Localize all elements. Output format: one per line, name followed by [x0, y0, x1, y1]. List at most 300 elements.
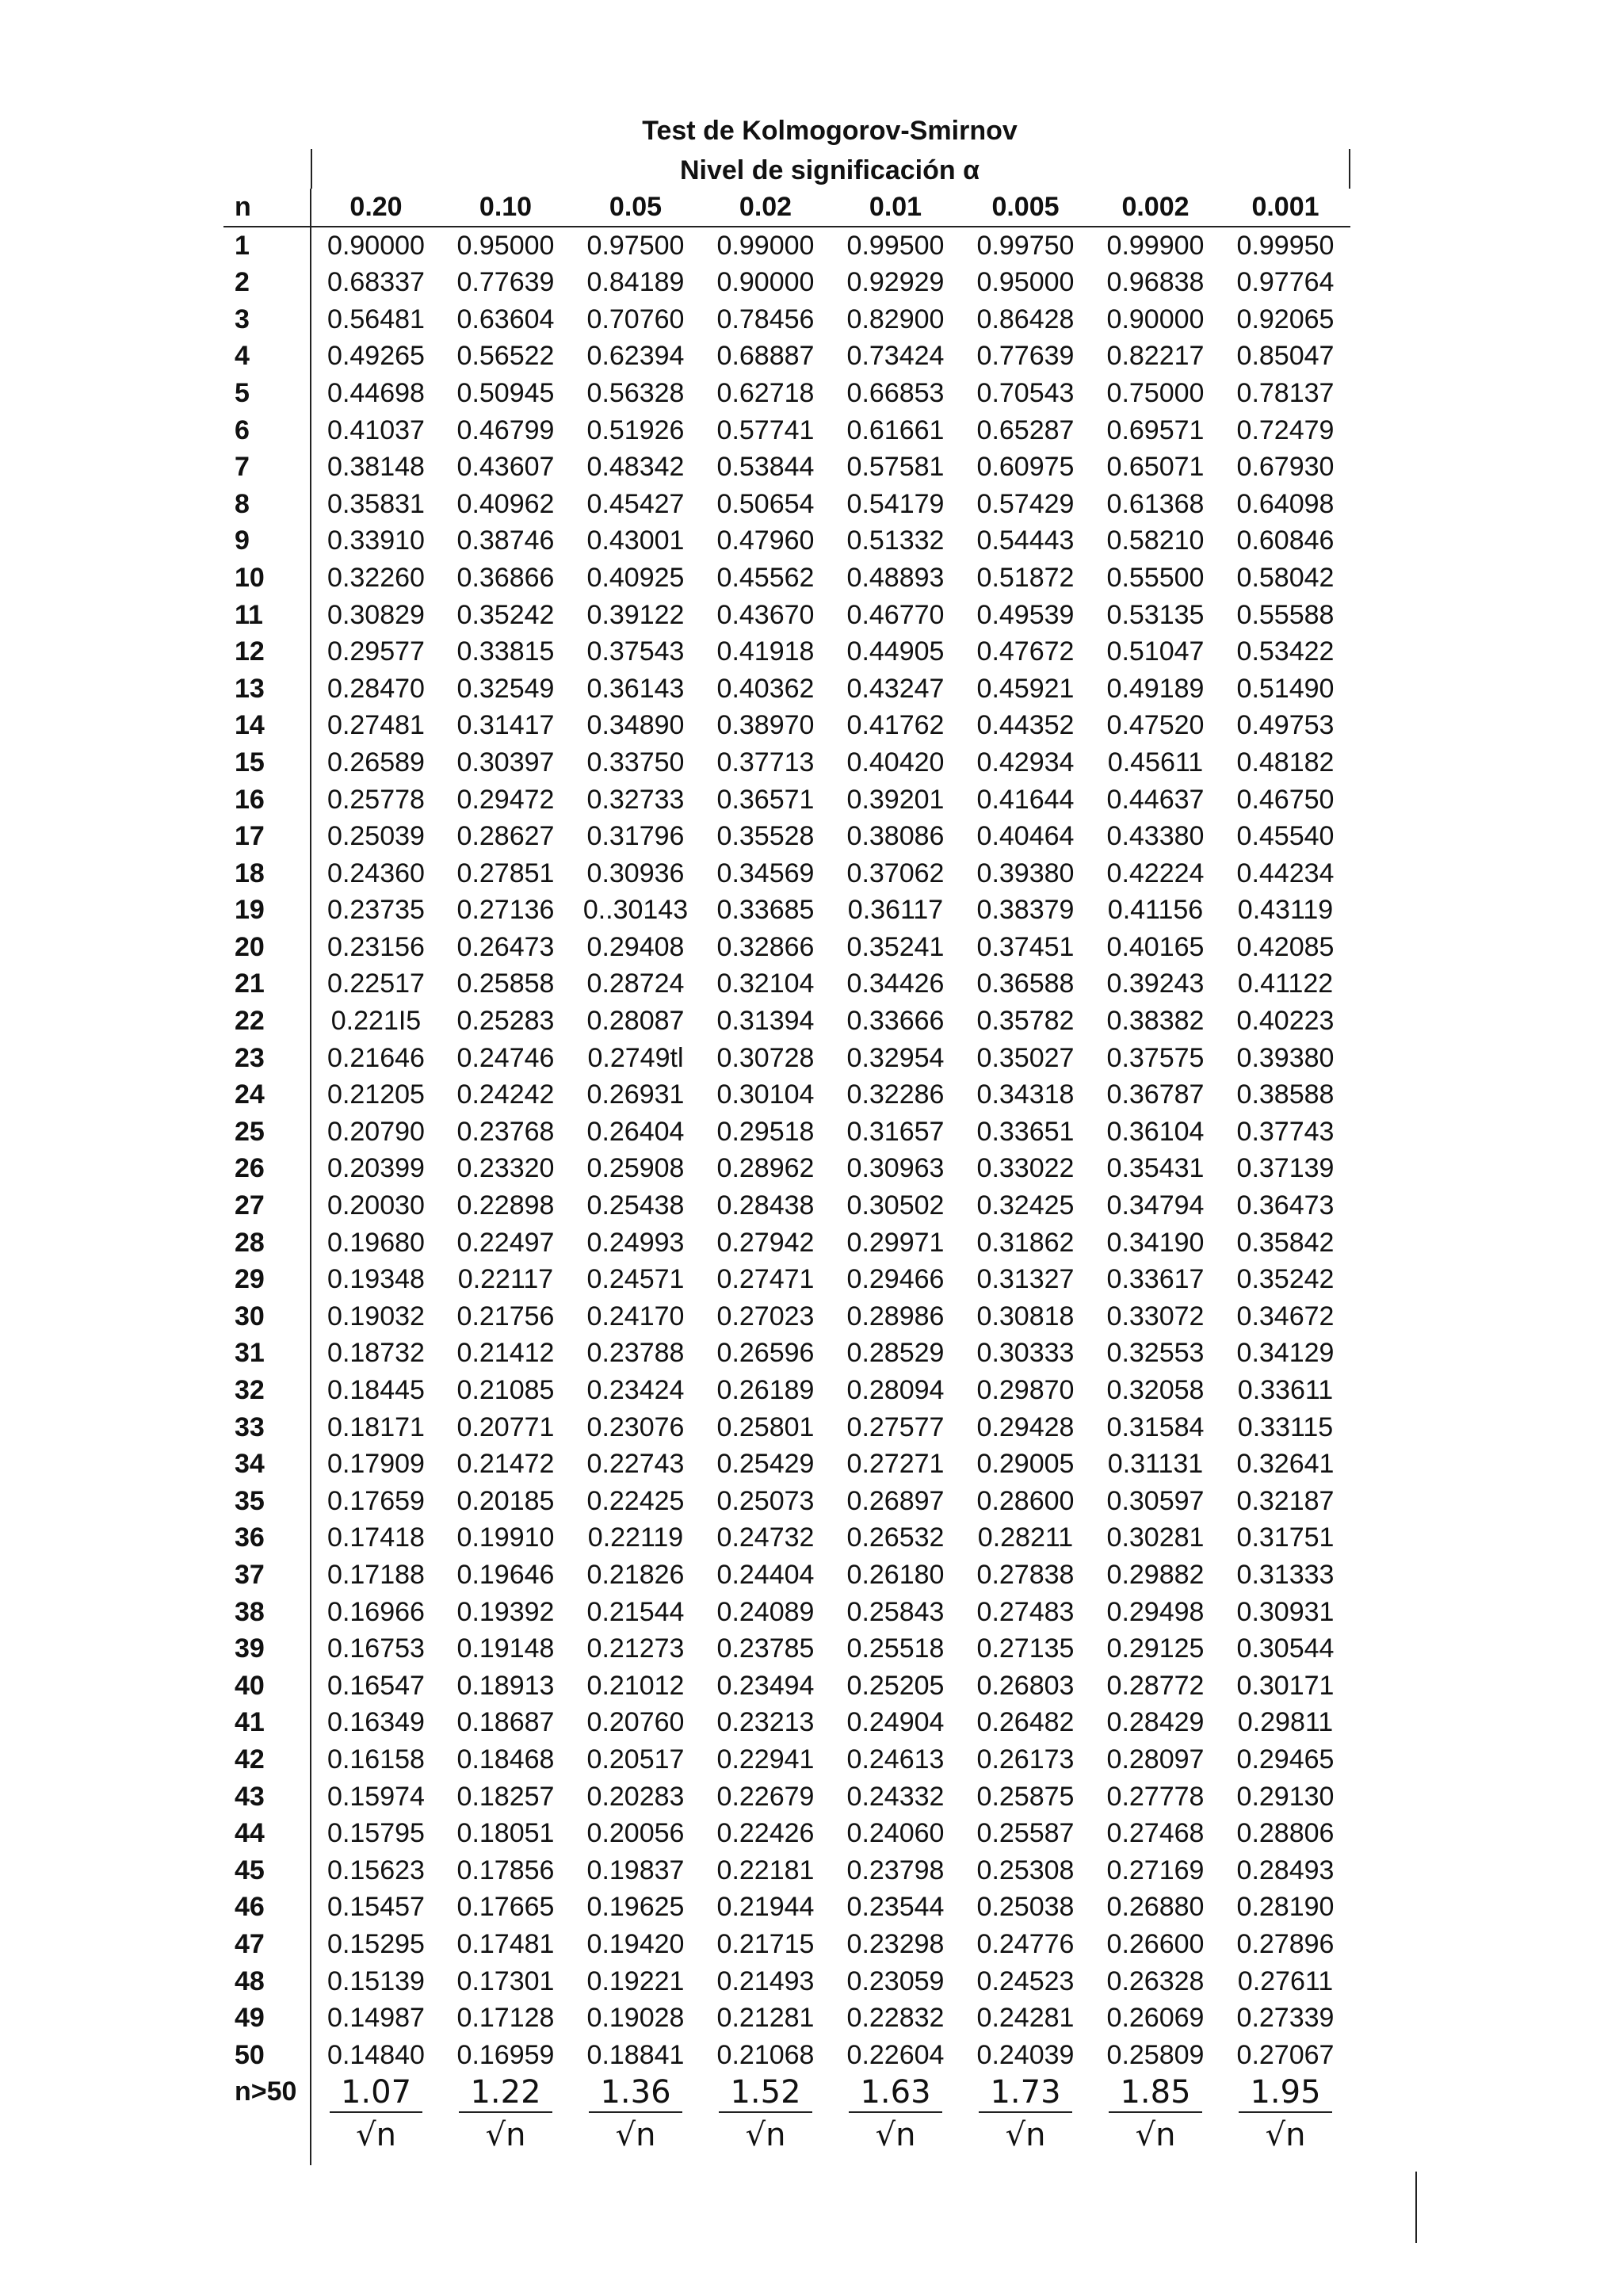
critical-value-cell: 0.92065: [1236, 304, 1335, 334]
critical-value-cell: 0.47672: [976, 636, 1075, 667]
critical-value-cell: 0.32954: [846, 1042, 945, 1073]
table-row: [223, 412, 1350, 449]
critical-value-cell: 0.25858: [456, 968, 555, 999]
critical-value-cell: 0.49189: [1106, 673, 1205, 704]
critical-value-cell: 0.26532: [846, 1522, 945, 1553]
critical-value-cell: 0.18257: [456, 1781, 555, 1812]
row-n-label: 43: [235, 1781, 265, 1812]
row-n-label: 8: [235, 488, 250, 519]
critical-value-cell: 0.30597: [1106, 1485, 1205, 1516]
row-n-label: 5: [235, 377, 250, 408]
row-n-label: 42: [235, 1744, 265, 1775]
critical-value-cell: 0.26589: [311, 744, 441, 781]
critical-value-cell: 0.27778: [1106, 1781, 1205, 1812]
critical-value-cell: 0.26880: [1106, 1892, 1205, 1923]
critical-value-cell: 0.27135: [976, 1633, 1075, 1664]
row-n-label: 3: [235, 304, 250, 334]
table-row: [223, 2037, 1350, 2074]
critical-value-cell: 0.31862: [976, 1227, 1075, 1258]
critical-value-cell: 0.39122: [586, 599, 685, 630]
critical-value-cell: 0.26897: [846, 1485, 945, 1516]
critical-value-cell: 0.19625: [586, 1892, 685, 1923]
critical-value-cell: 0.37139: [1236, 1153, 1335, 1184]
critical-value-cell: 0.21715: [716, 1928, 815, 1959]
critical-value-cell: 0.17909: [311, 1446, 441, 1483]
critical-value-cell: 0.25778: [311, 781, 441, 819]
critical-value-cell: 0.26600: [1106, 1928, 1205, 1959]
critical-value-cell: 0.54443: [976, 525, 1075, 556]
critical-value-cell: 0.28211: [977, 1522, 1074, 1553]
critical-value-cell: 0.63604: [456, 304, 555, 334]
table-body: [223, 227, 1350, 2166]
critical-value-cell: 0.30818: [976, 1301, 1075, 1331]
critical-value-cell: 0.47960: [716, 525, 815, 556]
critical-value-cell: 0.19837: [586, 1855, 685, 1885]
critical-value-cell: 0.38379: [976, 895, 1075, 926]
critical-value-cell: 0.28627: [456, 821, 555, 852]
critical-value-cell: 0.22119: [587, 1522, 684, 1553]
critical-value-cell: 0.56328: [586, 377, 685, 408]
critical-value-cell: 0.29971: [846, 1227, 945, 1258]
critical-value-cell: 0.31131: [1107, 1449, 1204, 1480]
critical-value-cell: 0.30931: [1236, 1596, 1335, 1627]
critical-value-cell: 0.20185: [456, 1485, 555, 1516]
critical-value-cell: 0.17481: [456, 1928, 555, 1959]
table-row: [223, 301, 1350, 338]
critical-value-cell: 0.84189: [586, 267, 685, 298]
header-left-rule: [311, 149, 312, 189]
table-row: [223, 1446, 1350, 1483]
critical-value-cell: 0.32187: [1236, 1485, 1335, 1516]
critical-value-cell: 0.27838: [976, 1559, 1075, 1590]
table-row: [223, 1335, 1350, 1372]
critical-value-cell: 0.40962: [456, 488, 555, 519]
critical-value-cell: 0.32104: [716, 968, 815, 999]
row-n-label: 17: [235, 821, 265, 852]
critical-value-cell: 0.31327: [976, 1264, 1075, 1295]
row-n-label: 30: [235, 1301, 265, 1331]
critical-value-cell: 0.41037: [311, 412, 441, 449]
table-row: [223, 1926, 1350, 1963]
critical-value-cell: 0.27577: [846, 1412, 945, 1442]
critical-value-cell: 0.40925: [586, 562, 685, 593]
table-row: [223, 1076, 1350, 1114]
critical-value-cell: 0.57741: [716, 415, 815, 445]
critical-value-cell: 0.33750: [586, 747, 685, 777]
critical-value-cell: 0.20790: [311, 1114, 441, 1151]
row-n-label: 24: [235, 1079, 265, 1110]
critical-value-cell: 0.60975: [976, 452, 1075, 483]
fraction: [459, 2073, 552, 2157]
table-row: [223, 670, 1350, 708]
critical-value-cell: 0.51926: [586, 415, 685, 445]
fraction-numerator: 1.63: [849, 2073, 941, 2113]
table-row: [223, 1150, 1350, 1187]
critical-value-cell: 0.28529: [846, 1338, 945, 1369]
critical-value-cell: 0.32733: [586, 784, 685, 815]
critical-value-cell: 0.36787: [1106, 1079, 1205, 1110]
critical-value-cell: 0.56522: [456, 341, 555, 372]
critical-value-cell: 0.25039: [311, 818, 441, 855]
critical-value-cell: 0.18687: [456, 1707, 555, 1738]
critical-value-cell: 0.26173: [976, 1744, 1075, 1775]
critical-value-cell: 0.28724: [586, 968, 685, 999]
critical-value-cell: 0.82900: [846, 304, 945, 334]
asymptotic-formula-cell: [571, 2073, 701, 2165]
critical-value-cell: 0.26189: [716, 1375, 815, 1405]
critical-value-cell: 0.2749tl: [587, 1042, 684, 1073]
row-n-label: 9: [235, 525, 250, 556]
critical-value-cell: 0.40420: [846, 747, 945, 777]
critical-value-cell: 0.17301: [456, 1966, 555, 1996]
table-row: [223, 1668, 1350, 1705]
critical-value-cell: 0.28772: [1106, 1670, 1205, 1701]
row-n-label: 10: [235, 562, 265, 593]
critical-value-cell: 0.33910: [311, 522, 441, 560]
row-n-label: 11: [235, 599, 263, 630]
critical-value-cell: 0.29005: [976, 1449, 1075, 1480]
critical-value-cell: 0.19148: [456, 1633, 555, 1664]
critical-value-cell: 0.22743: [586, 1449, 685, 1480]
critical-value-cell: 0.43380: [1106, 821, 1205, 852]
row-n-label: 4: [235, 341, 250, 372]
critical-value-cell: 0.18732: [311, 1335, 441, 1372]
row-n-label: 31: [235, 1338, 265, 1369]
critical-value-cell: 0.18468: [456, 1744, 555, 1775]
row-n-label: 28: [235, 1227, 265, 1258]
header-right-rule: [1349, 149, 1350, 189]
critical-value-cell: 0.18051: [456, 1818, 555, 1849]
critical-value-cell: 0.46750: [1236, 784, 1335, 815]
row-n-label: 38: [235, 1596, 265, 1627]
critical-value-cell: 0.86428: [976, 304, 1075, 334]
critical-value-cell: 0.44905: [846, 636, 945, 667]
table-row: [223, 1372, 1350, 1409]
row-n-label: 6: [235, 415, 250, 445]
critical-value-cell: 0.23785: [716, 1633, 815, 1664]
critical-value-cell: 0.78137: [1236, 377, 1335, 408]
critical-value-cell: 0.24332: [846, 1781, 945, 1812]
critical-value-cell: 0.34426: [846, 968, 945, 999]
critical-value-cell: 0.55500: [1106, 562, 1205, 593]
table-row: [223, 264, 1350, 301]
critical-value-cell: 0.24039: [976, 2039, 1075, 2070]
table-row: [223, 1261, 1350, 1298]
critical-value-cell: 0.21068: [716, 2039, 815, 2070]
row-n-label: 16: [235, 784, 265, 815]
row-n-label: 15: [235, 747, 265, 777]
critical-value-cell: 0.29882: [1106, 1559, 1205, 1590]
table-row: [223, 855, 1350, 892]
critical-value-cell: 0.36104: [1106, 1116, 1205, 1147]
critical-value-cell: 0.22517: [311, 965, 441, 1003]
critical-value-cell: 0.65071: [1106, 452, 1205, 483]
critical-value-cell: 0.41156: [1107, 895, 1204, 926]
row-n-label: 35: [235, 1485, 265, 1516]
critical-value-cell: 0.42085: [1236, 931, 1335, 962]
critical-value-cell: 0.68887: [716, 341, 815, 372]
fraction: [330, 2073, 422, 2157]
critical-value-cell: 0.54179: [846, 488, 945, 519]
critical-value-cell: 0.25801: [716, 1412, 815, 1442]
critical-value-cell: 0.96838: [1106, 267, 1205, 298]
critical-value-cell: 0.69571: [1106, 415, 1205, 445]
critical-value-cell: 0.21826: [586, 1559, 685, 1590]
critical-value-cell: 0.32260: [311, 560, 441, 597]
critical-value-cell: 0.24993: [586, 1227, 685, 1258]
table-row: [223, 633, 1350, 670]
critical-value-cell: 0.37543: [586, 636, 685, 667]
critical-value-cell: 0.31333: [1236, 1559, 1335, 1590]
critical-value-cell: 0.51490: [1236, 673, 1335, 704]
critical-value-cell: 0.62718: [716, 377, 815, 408]
critical-value-cell: 0.30502: [846, 1190, 945, 1221]
critical-value-cell: 0.99950: [1236, 230, 1335, 261]
critical-value-cell: 0.19348: [311, 1261, 441, 1298]
critical-value-cell: 0.24523: [976, 1966, 1075, 1996]
critical-value-cell: 0.20760: [586, 1707, 685, 1738]
asymptotic-formula-cell: [701, 2073, 831, 2165]
critical-value-cell: 0.21646: [311, 1040, 441, 1077]
critical-value-cell: 0.25587: [976, 1818, 1075, 1849]
critical-value-cell: 0.25843: [846, 1596, 945, 1627]
critical-value-cell: 0.19646: [456, 1559, 555, 1590]
critical-value-cell: 0.27851: [456, 858, 555, 888]
critical-value-cell: 0.25308: [976, 1855, 1075, 1885]
critical-value-cell: 0.30281: [1106, 1522, 1205, 1553]
fraction: [1239, 2073, 1331, 2157]
alpha-header: 0.005: [960, 189, 1090, 227]
critical-value-cell: 0.37575: [1106, 1042, 1205, 1073]
critical-value-cell: 0.29125: [1106, 1633, 1205, 1664]
critical-value-cell: 0.38746: [456, 525, 555, 556]
critical-value-cell: 0.28470: [311, 670, 441, 708]
table-row: [223, 1778, 1350, 1816]
table-row: [223, 560, 1350, 597]
critical-value-cell: 0.17418: [311, 1519, 441, 1557]
row-n-label: 41: [235, 1707, 265, 1738]
critical-value-cell: 0.90000: [716, 267, 815, 298]
table-row: [223, 1003, 1350, 1040]
critical-value-cell: 0.16753: [311, 1630, 441, 1668]
critical-value-cell: 0.15795: [311, 1815, 441, 1852]
critical-value-cell: 0.25875: [976, 1781, 1075, 1812]
critical-value-cell: 0.77639: [456, 267, 555, 298]
critical-value-cell: 0.20399: [311, 1150, 441, 1187]
critical-value-cell: 0.57429: [976, 488, 1075, 519]
fraction-denominator: √n: [1265, 2117, 1306, 2154]
critical-value-cell: 0.24089: [716, 1596, 815, 1627]
table-row: [223, 892, 1350, 929]
row-n-label: 13: [235, 673, 265, 704]
header-row: [223, 189, 1350, 227]
table-row: [223, 965, 1350, 1003]
critical-value-cell: 0.25809: [1106, 2039, 1205, 2070]
critical-value-cell: 0.28986: [846, 1301, 945, 1331]
row-n-label: 40: [235, 1670, 265, 1701]
row-n-label: 20: [235, 931, 265, 962]
table-row: [223, 1298, 1350, 1335]
critical-value-cell: 0.16349: [311, 1704, 441, 1741]
critical-value-cell: 0.44234: [1236, 858, 1335, 888]
critical-value-cell: 0.34890: [586, 710, 685, 741]
critical-value-cell: 0.36117: [847, 895, 944, 926]
critical-value-cell: 0.20030: [311, 1187, 441, 1224]
critical-value-cell: 0.29408: [586, 931, 685, 962]
alpha-header: 0.05: [571, 189, 701, 227]
fraction-denominator: √n: [1135, 2117, 1176, 2154]
fraction-denominator: √n: [356, 2117, 396, 2154]
table-row: [223, 707, 1350, 744]
critical-value-cell: 0.24404: [716, 1559, 815, 1590]
critical-value-cell: 0.49265: [311, 338, 441, 375]
critical-value-cell: 0.28094: [846, 1375, 945, 1405]
critical-value-cell: 0.34129: [1236, 1338, 1335, 1369]
critical-value-cell: 0.30936: [586, 858, 685, 888]
critical-value-cell: 0.85047: [1236, 341, 1335, 372]
critical-value-cell: 0.48182: [1236, 747, 1335, 777]
critical-value-cell: 0.22604: [846, 2039, 945, 2070]
critical-value-cell: 0.31584: [1106, 1412, 1205, 1442]
critical-value-cell: 0.82217: [1106, 341, 1205, 372]
critical-value-cell: 0.23156: [311, 929, 441, 966]
critical-value-cell: 0.31394: [716, 1006, 815, 1037]
critical-value-cell: 0.28493: [1236, 1855, 1335, 1885]
critical-value-cell: 0.53135: [1106, 599, 1205, 630]
critical-value-cell: 0.23735: [311, 892, 441, 929]
critical-value-cell: 0.72479: [1236, 415, 1335, 445]
critical-value-cell: 0.99500: [846, 230, 945, 261]
critical-value-cell: 0.45540: [1236, 821, 1335, 852]
critical-value-cell: 0.20517: [586, 1744, 685, 1775]
row-n-label: 27: [235, 1190, 265, 1221]
critical-value-cell: 0.31657: [846, 1116, 945, 1147]
critical-value-cell: 0.78456: [716, 304, 815, 334]
critical-value-cell: 0.23768: [456, 1116, 555, 1147]
critical-value-cell: 0.37713: [716, 747, 815, 777]
row-n-label: 39: [235, 1633, 265, 1664]
critical-value-cell: 0.32866: [716, 931, 815, 962]
critical-value-cell: 0.19392: [456, 1596, 555, 1627]
table-row: [223, 781, 1350, 819]
critical-value-cell: 0.61661: [846, 415, 945, 445]
row-n-label: 1: [235, 230, 250, 261]
critical-value-cell: 0.32549: [456, 673, 555, 704]
critical-value-cell: 0.35027: [976, 1042, 1075, 1073]
critical-value-cell: 0.41762: [846, 710, 945, 741]
critical-value-cell: 0.21493: [716, 1966, 815, 1996]
critical-value-cell: 0.29466: [846, 1264, 945, 1295]
critical-value-cell: 0.15623: [311, 1852, 441, 1889]
critical-value-cell: 0.40165: [1106, 931, 1205, 962]
critical-value-cell: 0.26180: [846, 1559, 945, 1590]
critical-value-cell: 0.22117: [457, 1264, 554, 1295]
table-row: [223, 1409, 1350, 1446]
critical-value-cell: 0.65287: [976, 415, 1075, 445]
critical-value-cell: 0.15295: [311, 1926, 441, 1963]
critical-value-cell: 0.16547: [311, 1668, 441, 1705]
critical-value-cell: 0.75000: [1106, 377, 1205, 408]
critical-value-cell: 0.62394: [586, 341, 685, 372]
critical-value-cell: 0.16158: [311, 1741, 441, 1778]
row-n-label: 22: [235, 1006, 265, 1037]
critical-value-cell: 0.90000: [1106, 304, 1205, 334]
critical-value-cell: 0.57581: [846, 452, 945, 483]
critical-value-cell: 0.22941: [716, 1744, 815, 1775]
fraction-denominator: √n: [875, 2117, 916, 2154]
row-n-label: 26: [235, 1153, 265, 1184]
critical-value-cell: 0.23788: [586, 1338, 685, 1369]
critical-value-cell: 0.19680: [311, 1224, 441, 1262]
table-row: [223, 522, 1350, 560]
critical-value-cell: 0.26482: [976, 1707, 1075, 1738]
critical-value-cell: 0.23424: [586, 1375, 685, 1405]
critical-value-cell: 0.34569: [716, 858, 815, 888]
critical-value-cell: 0.95000: [456, 230, 555, 261]
critical-value-cell: 0.49539: [976, 599, 1075, 630]
critical-value-cell: 0.27483: [976, 1596, 1075, 1627]
critical-value-cell: 0.20283: [586, 1781, 685, 1812]
asymptotic-formula-cell: [441, 2073, 571, 2165]
critical-value-cell: 0.31417: [456, 710, 555, 741]
critical-value-cell: 0.35242: [1236, 1264, 1335, 1295]
critical-value-cell: 0.43670: [716, 599, 815, 630]
row-n-label: 25: [235, 1116, 265, 1147]
critical-value-cell: 0.35241: [846, 931, 945, 962]
critical-value-cell: 0.26404: [586, 1116, 685, 1147]
critical-value-cell: 0.44637: [1106, 784, 1205, 815]
critical-value-cell: 0.27942: [716, 1227, 815, 1258]
critical-value-cell: 0.24242: [456, 1079, 555, 1110]
critical-value-cell: 0.42224: [1106, 858, 1205, 888]
critical-value-cell: 0.29577: [311, 633, 441, 670]
critical-value-cell: 0.34318: [976, 1079, 1075, 1110]
critical-value-cell: 0.53844: [716, 452, 815, 483]
critical-value-cell: 0.27896: [1236, 1928, 1335, 1959]
critical-value-cell: 0.22832: [846, 2003, 945, 2034]
critical-value-cell: 0.19032: [311, 1298, 441, 1335]
critical-value-cell: 0.26931: [586, 1079, 685, 1110]
critical-value-cell: 0.50945: [456, 377, 555, 408]
critical-value-cell: 0.28600: [976, 1485, 1075, 1516]
critical-value-cell: 0.18445: [311, 1372, 441, 1409]
critical-value-cell: 0.21085: [456, 1375, 555, 1405]
fraction: [1109, 2073, 1201, 2157]
critical-value-cell: 0.39243: [1106, 968, 1205, 999]
fraction-numerator: 1.36: [589, 2073, 682, 2113]
table-row: [223, 929, 1350, 966]
critical-value-cell: 0.19420: [586, 1928, 685, 1959]
critical-value-cell: 0.45611: [1107, 747, 1204, 777]
row-n-label: 45: [235, 1855, 265, 1885]
table-row: [223, 1963, 1350, 2000]
critical-value-cell: 0.21944: [716, 1892, 815, 1923]
critical-value-cell: 0.221I5: [311, 1003, 441, 1040]
critical-value-cell: 0.20056: [586, 1818, 685, 1849]
asymptotic-formula-cell: [1220, 2073, 1350, 2165]
critical-value-cell: 0.21756: [456, 1301, 555, 1331]
critical-value-cell: 0.30728: [716, 1042, 815, 1073]
fraction: [979, 2073, 1071, 2157]
table-row: [223, 1187, 1350, 1224]
critical-value-cell: 0.51872: [976, 562, 1075, 593]
critical-value-cell: 0.27468: [1106, 1818, 1205, 1849]
critical-value-cell: 0.33115: [1237, 1412, 1334, 1442]
critical-value-cell: 0.41122: [1237, 968, 1334, 999]
critical-value-cell: 0.26328: [1106, 1966, 1205, 1996]
alpha-header: 0.10: [441, 189, 571, 227]
table-row: [223, 1040, 1350, 1077]
